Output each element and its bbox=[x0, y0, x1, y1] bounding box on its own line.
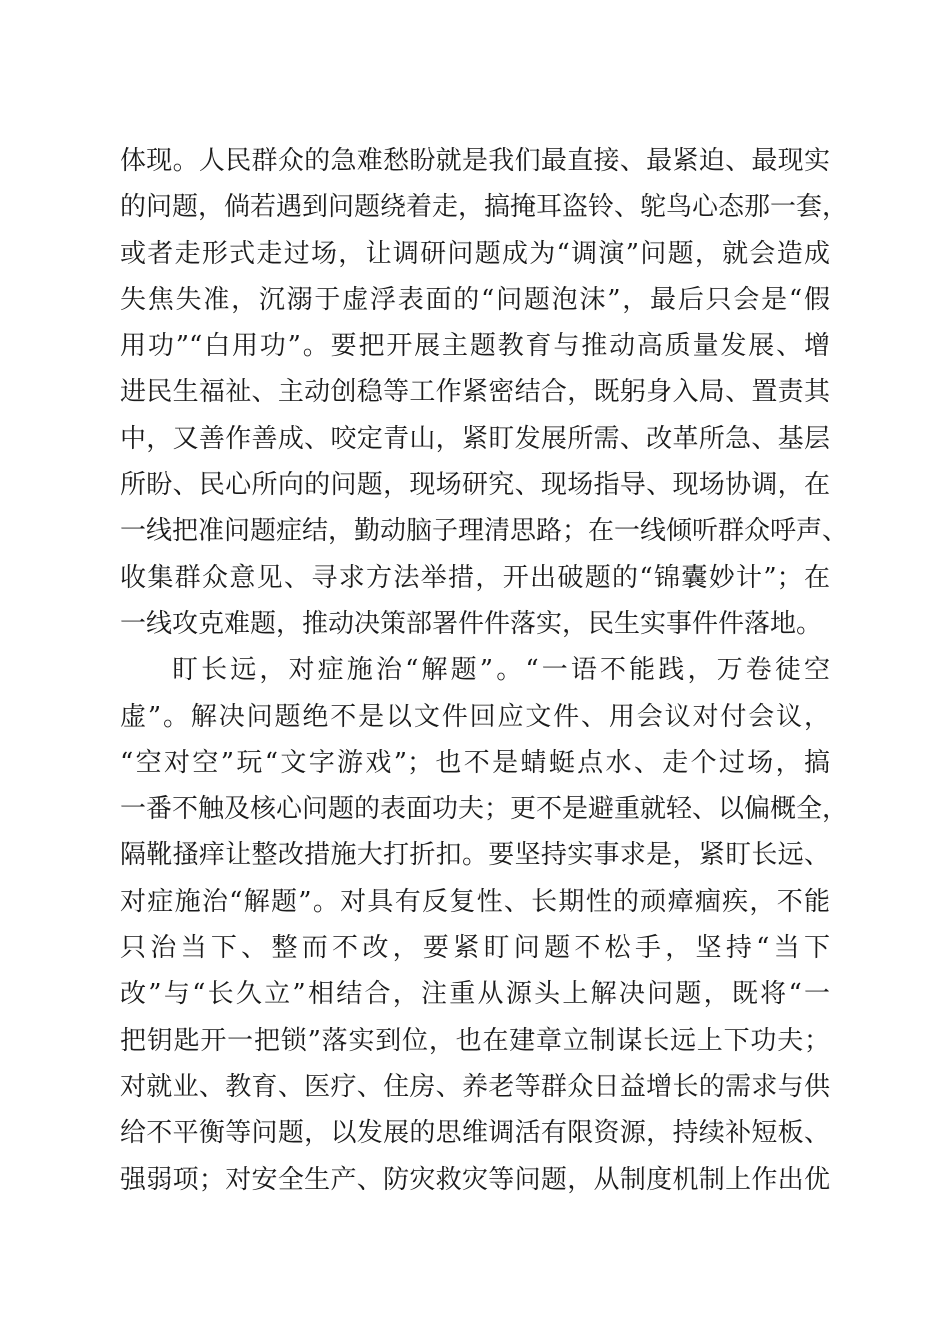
text-line: 改”与“长久立”相结合，注重从源头上解决问题，既将“一 bbox=[120, 979, 830, 1010]
text-line: “空对空”玩“文字游戏”；也不是蜻蜓点水、走个过场，搞 bbox=[120, 747, 830, 778]
text-line: 给不平衡等问题，以发展的思维调活有限资源，持续补短板、 bbox=[120, 1118, 830, 1149]
text-line: 进民生福祉、主动创稳等工作紧密结合，既躬身入局、置责其 bbox=[120, 377, 830, 408]
text-line: 收集群众意见、寻求方法举措，开出破题的“锦囊妙计”；在 bbox=[120, 562, 830, 593]
text-line: 隔靴搔痒让整改措施大打折扣。要坚持实事求是，紧盯长远、 bbox=[120, 840, 830, 871]
text-line: 虚”。解决问题绝不是以文件回应文件、用会议对付会议， bbox=[120, 701, 830, 732]
text-line: 的问题，倘若遇到问题绕着走，搞掩耳盗铃、鸵鸟心态那一套， bbox=[120, 192, 849, 223]
text-line: 把钥匙开一把锁”落实到位，也在建章立制谋长远上下功夫； bbox=[120, 1025, 830, 1056]
text-line: 失焦失准，沉溺于虚浮表面的“问题泡沫”，最后只会是“假 bbox=[120, 284, 830, 315]
text-line: 只治当下、整而不改，要紧盯问题不松手，坚持“当下 bbox=[120, 933, 830, 964]
text-line: 体现。人民群众的急难愁盼就是我们最直接、最紧迫、最现实 bbox=[120, 146, 830, 176]
text-line: 强弱项；对安全生产、防灾救灾等问题，从制度机制上作出优 bbox=[120, 1164, 830, 1195]
text-line: 对就业、教育、医疗、住房、养老等群众日益增长的需求与供 bbox=[120, 1071, 830, 1102]
body-text bbox=[120, 138, 849, 1203]
text-line: 用功”“白用功”。要把开展主题教育与推动高质量发展、增 bbox=[120, 331, 830, 362]
text-line: 一线把准问题症结，勤动脑子理清思路；在一线倾听群众呼声、 bbox=[120, 516, 849, 547]
text-line: 所盼、民心所向的问题，现场研究、现场指导、现场协调，在 bbox=[120, 470, 830, 501]
text-line: 对症施治“解题”。对具有反复性、长期性的顽瘴痼疾，不能 bbox=[120, 886, 830, 917]
text-line: 中，又善作善成、咬定青山，紧盯发展所需、改革所急、基层 bbox=[120, 423, 830, 454]
text-line: 一线攻克难题，推动决策部署件件落实，民生实事件件落地。 bbox=[120, 608, 823, 639]
paragraph-start-line: 盯长远，对症施治“解题”。“一语不能践，万卷徒空 bbox=[172, 655, 830, 686]
text-line: 或者走形式走过场，让调研问题成为“调演”问题，就会造成 bbox=[120, 238, 830, 269]
text-line: 一番不触及核心问题的表面功夫；更不是避重就轻、以偏概全， bbox=[120, 794, 849, 825]
